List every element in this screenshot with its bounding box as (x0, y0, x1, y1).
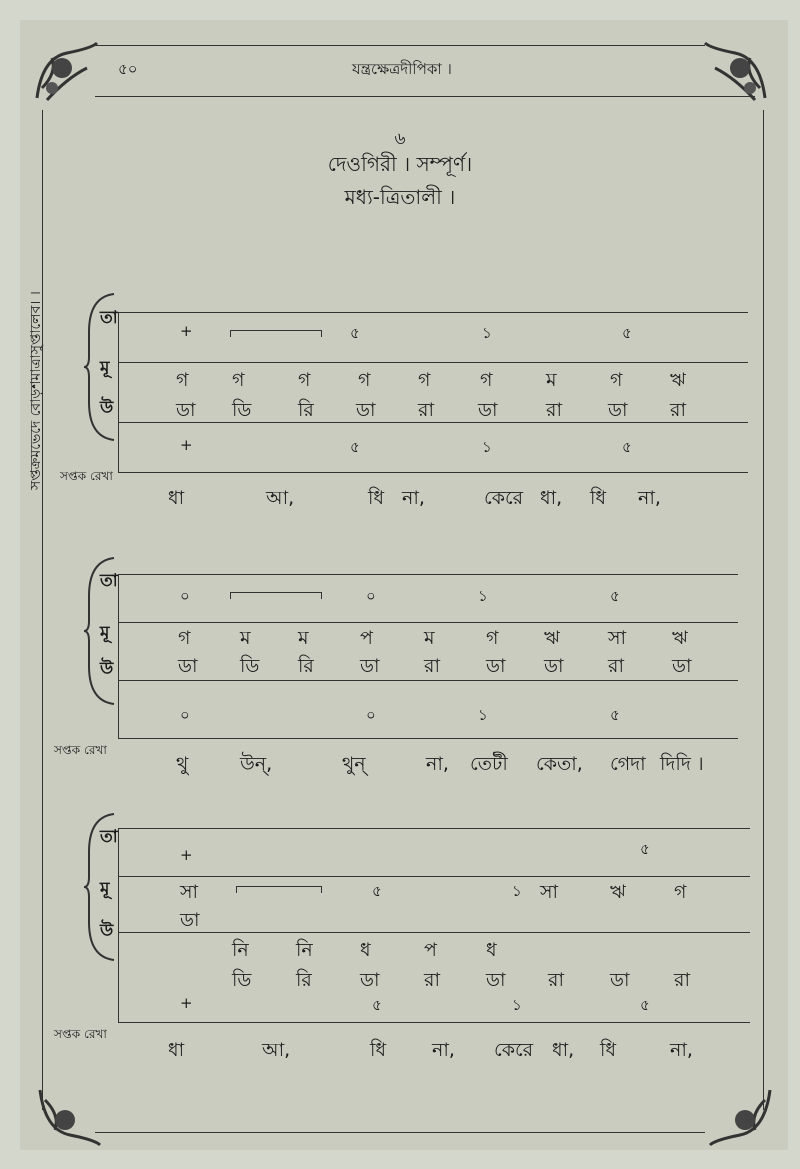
tala-mark: ৫ (640, 996, 650, 1014)
bol: রা (546, 399, 562, 421)
note: সা (540, 881, 559, 903)
tala-mark: ৫ (622, 438, 632, 456)
note: গ (674, 881, 687, 903)
note: নি (232, 939, 249, 961)
bol: ডা (360, 969, 380, 991)
tala-mark: ১ (512, 882, 522, 900)
tala-mark: ৫ (350, 324, 360, 342)
staff-label-middle: মূ (100, 623, 110, 643)
staff-line (118, 876, 750, 877)
tala-mark: + (180, 846, 193, 864)
right-margin-line (763, 110, 764, 1110)
staff-label-bottom: উ (100, 398, 114, 418)
staff-line (118, 312, 748, 313)
tala-mark: ৫ (640, 840, 650, 858)
staff-left-edge (118, 828, 119, 1022)
bol: ডি (232, 969, 252, 991)
bol: রা (608, 655, 624, 677)
staff-label-top: তা (100, 571, 118, 591)
lyric: ধা, (540, 487, 563, 509)
staff-line (118, 932, 750, 933)
bol: ডা (608, 399, 628, 421)
top-rule (95, 45, 705, 46)
lyric: উন্, (240, 753, 273, 775)
corner-ornament-icon (35, 1080, 105, 1150)
lyric: আ, (266, 487, 295, 509)
lyric: আ, (262, 1039, 291, 1061)
lyric: না, (638, 487, 661, 509)
bol: রা (548, 969, 564, 991)
tala-mark: ১ (512, 996, 522, 1014)
tala-mark: ১ (482, 438, 492, 456)
note: প (360, 627, 373, 649)
staff-label-middle: মূ (100, 358, 110, 378)
header-rule (95, 96, 755, 97)
bol: রা (670, 399, 686, 421)
lyric: ধি (590, 487, 607, 509)
bol: ডা (544, 655, 564, 677)
staff-line (118, 738, 738, 739)
tala-mark: + (180, 322, 193, 340)
bol: রি (298, 399, 314, 421)
staff-left-edge (118, 312, 119, 472)
tala-mark: ০ (180, 587, 190, 605)
bol: রা (418, 399, 434, 421)
corner-ornament-icon (32, 38, 102, 108)
raga-tala: দেওগিরী । সম্পূর্ণ। (327, 152, 473, 176)
lyric: ধি (368, 487, 385, 509)
tala-mark: ৫ (622, 324, 632, 342)
tala-mark: ১ (482, 324, 492, 342)
bol: ডা (180, 909, 200, 931)
tala-mark: + (180, 994, 193, 1012)
bol: ডা (486, 655, 506, 677)
note: ম (424, 627, 435, 649)
lyric: দিদি । (660, 753, 704, 775)
lyric: ধা, (552, 1039, 575, 1061)
lyric: না, (432, 1039, 455, 1061)
staff-line (118, 1022, 750, 1023)
brace-icon (84, 292, 118, 442)
saptak-label: সপ্তক রেখা (54, 743, 107, 757)
note: সা (608, 627, 627, 649)
bol: ডা (672, 655, 692, 677)
note: গ (418, 369, 431, 391)
note: ঋ (672, 627, 688, 649)
staff-label-bottom: উ (100, 659, 114, 679)
note: ঋ (670, 369, 686, 391)
bol: ডা (356, 399, 376, 421)
staff-line (118, 622, 738, 623)
tala-mark: ৫ (350, 438, 360, 456)
bol: ডা (486, 969, 506, 991)
staff-line (118, 362, 748, 363)
tala-mark: ৫ (372, 996, 382, 1014)
note: গ (232, 369, 245, 391)
tala-mark: ৫ (610, 706, 620, 724)
lyric: কেরে (494, 1039, 534, 1061)
saptak-label: সপ্তক রেখা (54, 1027, 107, 1041)
tala-mark: ০ (366, 587, 376, 605)
note: গ (610, 369, 623, 391)
bol: রি (298, 655, 314, 677)
song-style: মধ্য-ত্রিতালী । (344, 185, 456, 209)
staff-line (118, 828, 750, 829)
tala-mark: ৫ (372, 882, 382, 900)
lyric: ধি (600, 1039, 617, 1061)
corner-ornament-icon (705, 1080, 775, 1150)
saptak-label: সপ্তক রেখা (60, 469, 113, 483)
note: সা (180, 881, 199, 903)
lyric: তেটী (470, 753, 508, 775)
note: প (424, 939, 437, 961)
tala-mark: ১ (478, 706, 488, 724)
note: ম (546, 369, 557, 391)
lyric: থু (176, 753, 189, 775)
staff-label-top: তা (100, 827, 118, 847)
staff-label-middle: মূ (100, 879, 110, 899)
lyric: না, (402, 487, 425, 509)
tala-mark: ৫ (610, 587, 620, 605)
bol: রি (296, 969, 312, 991)
song-number: ৬ (394, 129, 406, 149)
brace-icon (84, 556, 118, 706)
note: গ (486, 627, 499, 649)
note-bracket (230, 592, 322, 599)
bol: রা (424, 655, 440, 677)
note: গ (480, 369, 493, 391)
note: গ (358, 369, 371, 391)
bol: রা (424, 969, 440, 991)
brace-icon (84, 812, 118, 962)
running-title: যন্ত্রক্ষেত্রদীপিকা । (352, 60, 452, 78)
corner-ornament-icon (700, 38, 770, 108)
tala-mark: + (180, 436, 193, 454)
staff-label-bottom: উ (100, 921, 114, 941)
bol: ডা (478, 399, 498, 421)
page-number: ৫০ (118, 60, 138, 78)
note: গ (298, 369, 311, 391)
staff-line (118, 574, 738, 575)
tala-mark: ০ (180, 706, 190, 724)
note: গ (178, 627, 191, 649)
note-bracket (236, 886, 322, 893)
note: ধ (486, 939, 497, 961)
lyric: ধা (168, 1039, 185, 1061)
lyric: কেতা, (536, 753, 583, 775)
bol: ডা (610, 969, 630, 991)
bol: রা (674, 969, 690, 991)
bol: ডা (176, 399, 196, 421)
note: ঋ (610, 881, 626, 903)
side-note: সপ্তক্ৰমভেদে বোড়শমাত্রাসুপ্তালেব। । (28, 291, 44, 490)
note: ঋ (544, 627, 560, 649)
note: নি (296, 939, 313, 961)
note: ম (240, 627, 251, 649)
tala-mark: ১ (478, 587, 488, 605)
note: ম (298, 627, 309, 649)
bol: ডি (232, 399, 252, 421)
note: গ (176, 369, 189, 391)
tala-mark: ০ (366, 706, 376, 724)
lyric: ধি (370, 1039, 387, 1061)
bol: ডি (240, 655, 260, 677)
note-bracket (230, 330, 322, 337)
staff-left-edge (118, 574, 119, 738)
staff-label-top: তা (100, 308, 118, 328)
lyric: থুন্ (342, 753, 366, 775)
lyric: ধা (168, 487, 185, 509)
note: ধ (360, 939, 371, 961)
lyric: না, (670, 1039, 693, 1061)
lyric: গেদা (610, 753, 646, 775)
staff-line (118, 472, 748, 473)
bottom-rule (95, 1132, 705, 1133)
lyric: কেরে (484, 487, 524, 509)
bol: ডা (360, 655, 380, 677)
lyric: না, (426, 753, 449, 775)
bol: ডা (178, 655, 198, 677)
